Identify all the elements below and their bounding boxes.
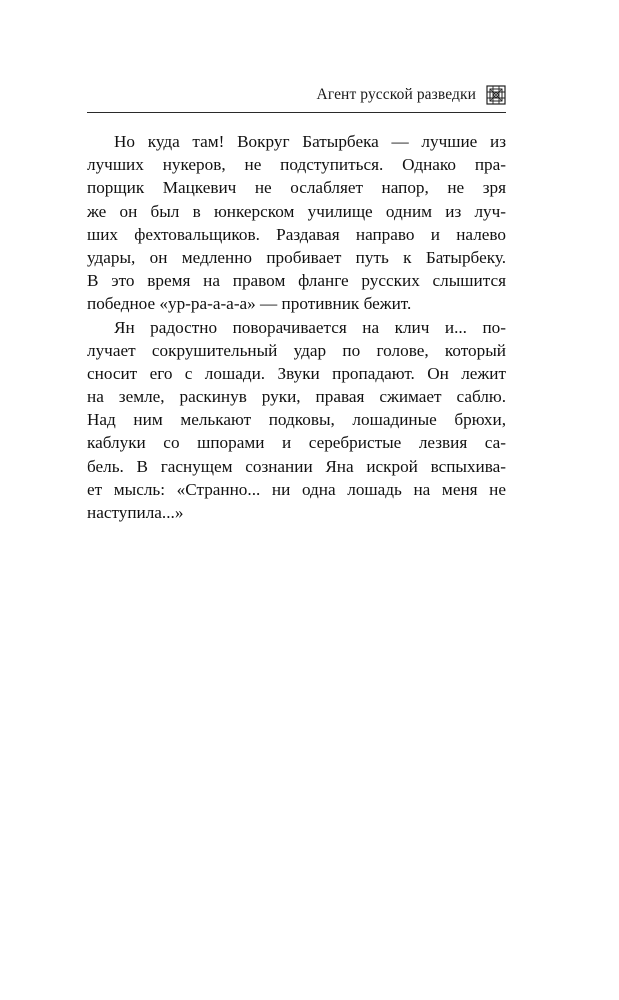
text-line: ших фехтовальщиков. Раздавая направо и налево — [87, 224, 506, 244]
text-line: ет мысль: «Странно... ни одна лошадь на меня не — [87, 479, 506, 499]
text-line: лучает сокрушительный удар по голове, который — [87, 340, 506, 360]
text-line: Ян радостно поворачивается на клич и... по- — [114, 317, 506, 337]
text-line: победное «ур-ра-а-а-а» — противник бежит. — [87, 294, 412, 314]
text-line: лучших нукеров, не подступиться. Однако пра- — [87, 155, 506, 175]
text-line: Над ним мелькают подковы, лошадиные брюхи, — [87, 410, 506, 430]
text-line: порщик Мацкевич не ослабляет напор, не зря — [87, 178, 506, 198]
text-line: наступила...» — [87, 503, 184, 522]
text-line: удары, он медленно пробивает путь к Батырбеку. — [87, 247, 506, 267]
running-header — [87, 81, 506, 109]
knot-ornament-icon — [486, 85, 506, 105]
text-line: же он был в юнкерском училище одним из луч- — [87, 201, 506, 221]
header-rule — [87, 112, 506, 113]
body-text — [87, 130, 506, 524]
text-line: на земле, раскинув руки, правая сжимает саблю. — [87, 387, 506, 407]
text-line: каблуки со шпорами и серебристые лезвия са- — [87, 433, 506, 453]
text-line: В это время на правом фланге русских слышится — [87, 271, 506, 291]
running-title: Агент русской разведки — [316, 86, 476, 103]
text-line: бель. В гаснущем сознании Яна искрой вспыхива- — [87, 456, 506, 476]
text-line: Но куда там! Вокруг Батырбека — лучшие из — [114, 132, 506, 151]
text-line: сносит его с лошади. Звуки пропадают. Он лежит — [87, 363, 506, 383]
